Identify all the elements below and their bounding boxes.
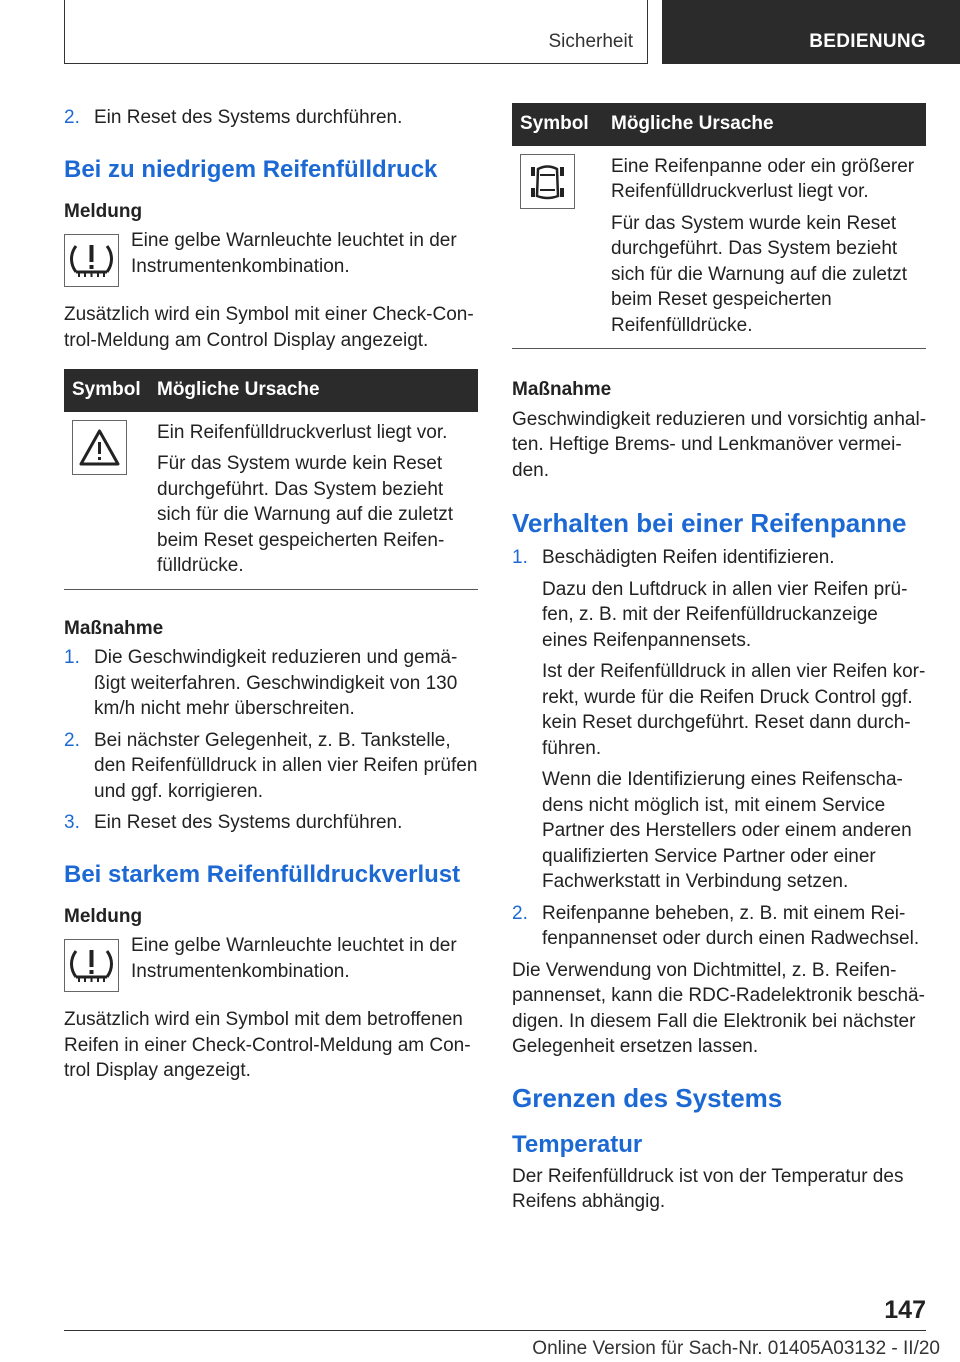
list-item [64, 105, 478, 131]
cause-text: Für das System wurde kein Reset durchgeführt. Das System bezieht sich für die Warnung auf die zuletzt beim Reset gespeicherten Reifenfülldrücke. [157, 453, 454, 576]
chapter-tab [662, 0, 960, 64]
list-item [64, 728, 478, 805]
list-subtext: Dazu den Luftdruck in allen vier Reifen prüfen, z. B. mit der Reifenfülldruckanzeige eines Reifenpannensets. [542, 578, 908, 651]
list-text: Ein Reset des Systems durchführen. [94, 107, 403, 128]
list-number: 2. [64, 107, 80, 128]
warning-triangle-icon [72, 420, 127, 475]
footer-rule [64, 1330, 926, 1331]
massnahme-label: Maßnahme [512, 379, 612, 400]
chapter-tab-label: BEDIENUNG [809, 31, 926, 52]
cause-text: Für das System wurde kein Reset durchgeführt. Das System bezieht sich für die Warnung auf die zuletzt beim Reset gespeicherten Reifenfülldrücke. [611, 212, 908, 336]
heading-flat-tire: Verhalten bei einer Reifenpanne [512, 508, 907, 538]
header-section-box [64, 0, 648, 64]
warning-message-row [64, 933, 478, 991]
paragraph: Der Reifenfülldruck ist von der Temperatur des Reifens abhängig. [512, 1165, 904, 1212]
list-number: 3. [64, 812, 80, 833]
table-header-symbol: Symbol [512, 103, 603, 146]
table-header-symbol: Symbol [64, 369, 149, 412]
footer-online-version: Online Version für Sach-Nr. 01405A03132 - II/20 [532, 1338, 940, 1359]
warning-message-row [64, 228, 478, 286]
steps-list [512, 545, 926, 952]
paragraph: Zusätzlich wird ein Symbol mit dem betroffenen Reifen in einer Check-Control-Meldung am Control Display angezeigt. [64, 1009, 471, 1081]
list-text: Beschädigten Reifen identifizieren. [542, 547, 835, 568]
heading-high-loss: Bei starkem Reifenfülldruckverlust [64, 860, 461, 888]
list-item [64, 645, 478, 722]
table-cell-symbol [512, 146, 603, 349]
table-row [512, 146, 926, 349]
symbol-table [64, 369, 478, 590]
heading-low-pressure: Bei zu niedrigem Reifenfülldruck [64, 155, 438, 183]
meldung-label: Meldung [64, 905, 143, 927]
table-header-cause: Mögliche Ursache [149, 369, 478, 412]
warning-text: Eine gelbe Warnleuchte leuchtet in der Instrumentenkombination. [131, 935, 457, 982]
table-header-cause: Mögliche Ursache [603, 103, 926, 146]
subheading-temperature: Temperatur [512, 1130, 643, 1158]
list-text: Reifenpanne beheben, z. B. mit einem Reifenpannenset oder durch einen Radwechsel. [542, 902, 920, 949]
list-subtext: Ist der Reifenfülldruck in allen vier Reifen korrekt, wurde für die Reifen Druck Control ggf. kein Reset durchgeführt. Reset dann durchführen. [542, 661, 926, 759]
paragraph: Geschwindigkeit reduzieren und vorsichtig anhalten. Heftige Brems- und Lenkmanöver vermeiden. [512, 408, 927, 481]
symbol-table [512, 103, 926, 349]
meldung-label: Meldung [64, 200, 143, 222]
paragraph: Zusätzlich wird ein Symbol mit einer Check-Control-Meldung am Control Display angezeigt. [64, 304, 474, 351]
list-number: 2. [512, 902, 528, 924]
cause-text: Ein Reifenfülldruckverlust liegt vor. [157, 421, 448, 443]
massnahme-label: Maßnahme [64, 617, 164, 639]
list-item [512, 901, 926, 952]
list-item [512, 545, 926, 571]
tire-pressure-warning-icon [64, 939, 119, 992]
list-text: Bei nächster Gelegenheit, z. B. Tankstelle, den Reifenfülldruck in allen vier Reifen prüfen und ggf. korrigieren. [94, 729, 478, 802]
heading-system-limits: Grenzen des Systems [512, 1082, 783, 1113]
table-cell-cause [603, 146, 926, 349]
car-tire-status-icon [520, 154, 575, 209]
section-title: Sicherheit [548, 31, 633, 52]
paragraph: Die Verwendung von Dichtmittel, z. B. Reifenpannenset, kann die RDC-Radelektronik beschädigen. In diesem Fall die Elektronik bei nächster Gelegenheit ersetzen lassen. [512, 959, 925, 1057]
list-number: 2. [64, 729, 80, 751]
list-text: Die Geschwindigkeit reduzieren und gemäßigt weiterfahren. Geschwindigkeit von 130 km/h nicht mehr überschreiten. [94, 647, 458, 719]
list-number: 1. [512, 547, 528, 568]
steps-list [64, 645, 478, 836]
table-row [64, 412, 478, 590]
table-cell-cause [149, 412, 478, 590]
list-item [64, 810, 478, 836]
cause-text: Eine Reifenpanne oder ein größerer Reifenfülldruckverlust liegt vor. [611, 155, 915, 202]
list-text: Ein Reset des Systems durchführen. [94, 812, 403, 833]
warning-text: Eine gelbe Warnleuchte leuchtet in der Instrumentenkombination. [131, 230, 457, 277]
page-number: 147 [884, 1296, 926, 1324]
right-column [512, 103, 926, 1215]
list-subtext: Wenn die Identifizierung eines Reifenschadens nicht möglich ist, mit einem Service Partner des Herstellers oder einem anderen qualifizierten Service Partner oder einer Fachwerkstatt in Verbindung setzen. [542, 769, 912, 892]
table-cell-symbol [64, 412, 149, 590]
list-number: 1. [64, 647, 80, 668]
left-column [64, 105, 478, 1084]
tire-pressure-warning-icon [64, 234, 119, 287]
